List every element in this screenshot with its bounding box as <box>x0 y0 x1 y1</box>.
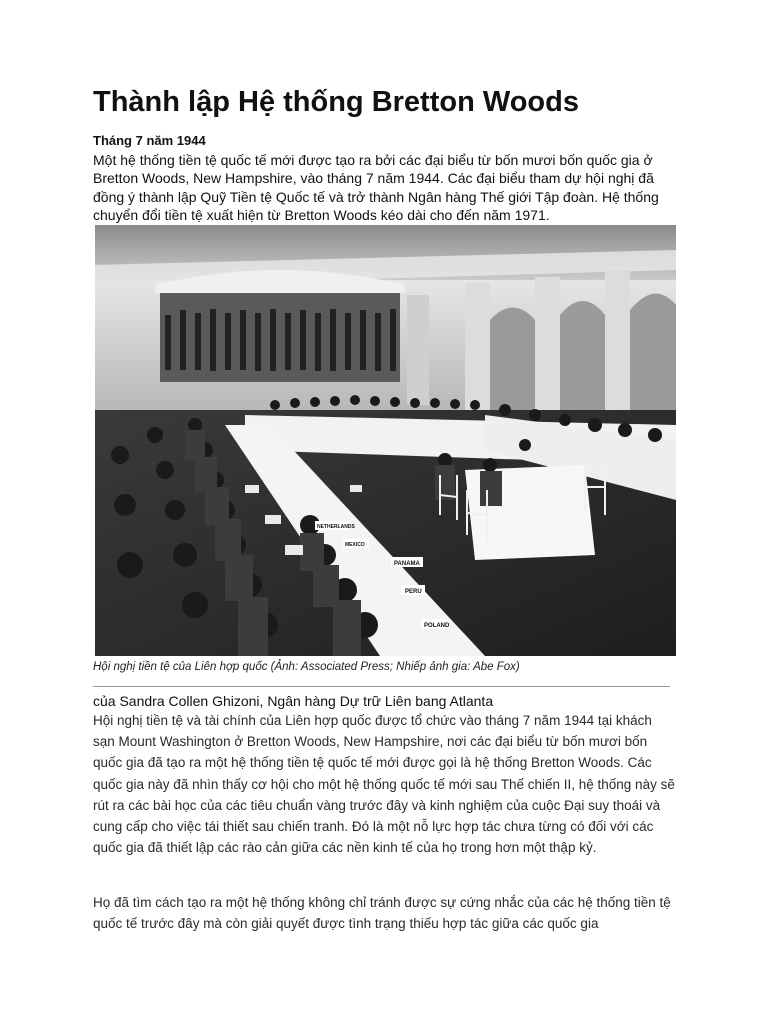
byline: của Sandra Collen Ghizoni, Ngân hàng Dự trữ Liên bang Atlanta <box>93 693 494 709</box>
article-title: Thành lập Hệ thống Bretton Woods <box>93 86 579 118</box>
place-card-mexico: MEXICO <box>345 542 365 548</box>
body-paragraph: Họ đã tìm cách tạo ra một hệ thống không chỉ tránh được sự cứng nhắc của các hệ thống tiền tệ quốc tế trước đây mà còn giải quyết được tình trạng thiếu hợp tác giữa các quốc gia <box>93 895 671 932</box>
place-card-netherlands: NETHERLANDS <box>317 524 355 530</box>
place-card-panama: PANAMA <box>394 561 420 567</box>
article-date: Tháng 7 năm 1944 <box>93 133 206 148</box>
lead-paragraph: Một hệ thống tiền tệ quốc tế mới được tạo ra bởi các đại biểu từ bốn mươi bốn quốc gia ở Bretton Woods, New Hampshire, vào tháng 7 năm 1944. Các đại biểu tham dự hội nghị đã đồng ý thành lập Quỹ Tiền tệ Quốc tế và trở thành Ngân hàng Thế giới Tập đoàn. Hệ thống chuyển đổi tiền tệ xuất hiện từ Bretton Woods kéo dài cho đến năm 1971. <box>93 152 659 223</box>
photo-caption: Hội nghị tiền tệ của Liên hợp quốc (Ảnh: Associated Press; Nhiếp ảnh gia: Abe Fox) <box>93 661 520 673</box>
place-card-peru: PERU <box>405 589 422 595</box>
place-card-poland: POLAND <box>424 623 450 629</box>
divider <box>93 686 670 687</box>
body-paragraph: Hội nghị tiền tệ và tài chính của Liên hợp quốc được tổ chức vào tháng 7 năm 1944 tại khách sạn Mount Washington ở Bretton Woods, New Hampshire, nơi các đại biểu từ bốn mươi bốn quốc gia đã tạo ra một hệ thống tiền tệ quốc tế mới được gọi là hệ thống Bretton Woods. Các quốc gia này đã nhìn thấy cơ hội cho một hệ thống quốc tế mới sau Thế chiến II, hệ thống này sẽ rút ra các bài học của các tiêu chuẩn vàng trước đây và kinh nghiệm của cuộc Đại suy thoái và cung cấp cho việc tái thiết sau chiến tranh. Đó là một nỗ lực hợp tác chưa từng có đối với các quốc gia đã thiết lập các rào cản giữa các nền kinh tế của họ trong hơn một thập kỷ. <box>93 713 675 856</box>
conference-photo <box>95 225 676 656</box>
